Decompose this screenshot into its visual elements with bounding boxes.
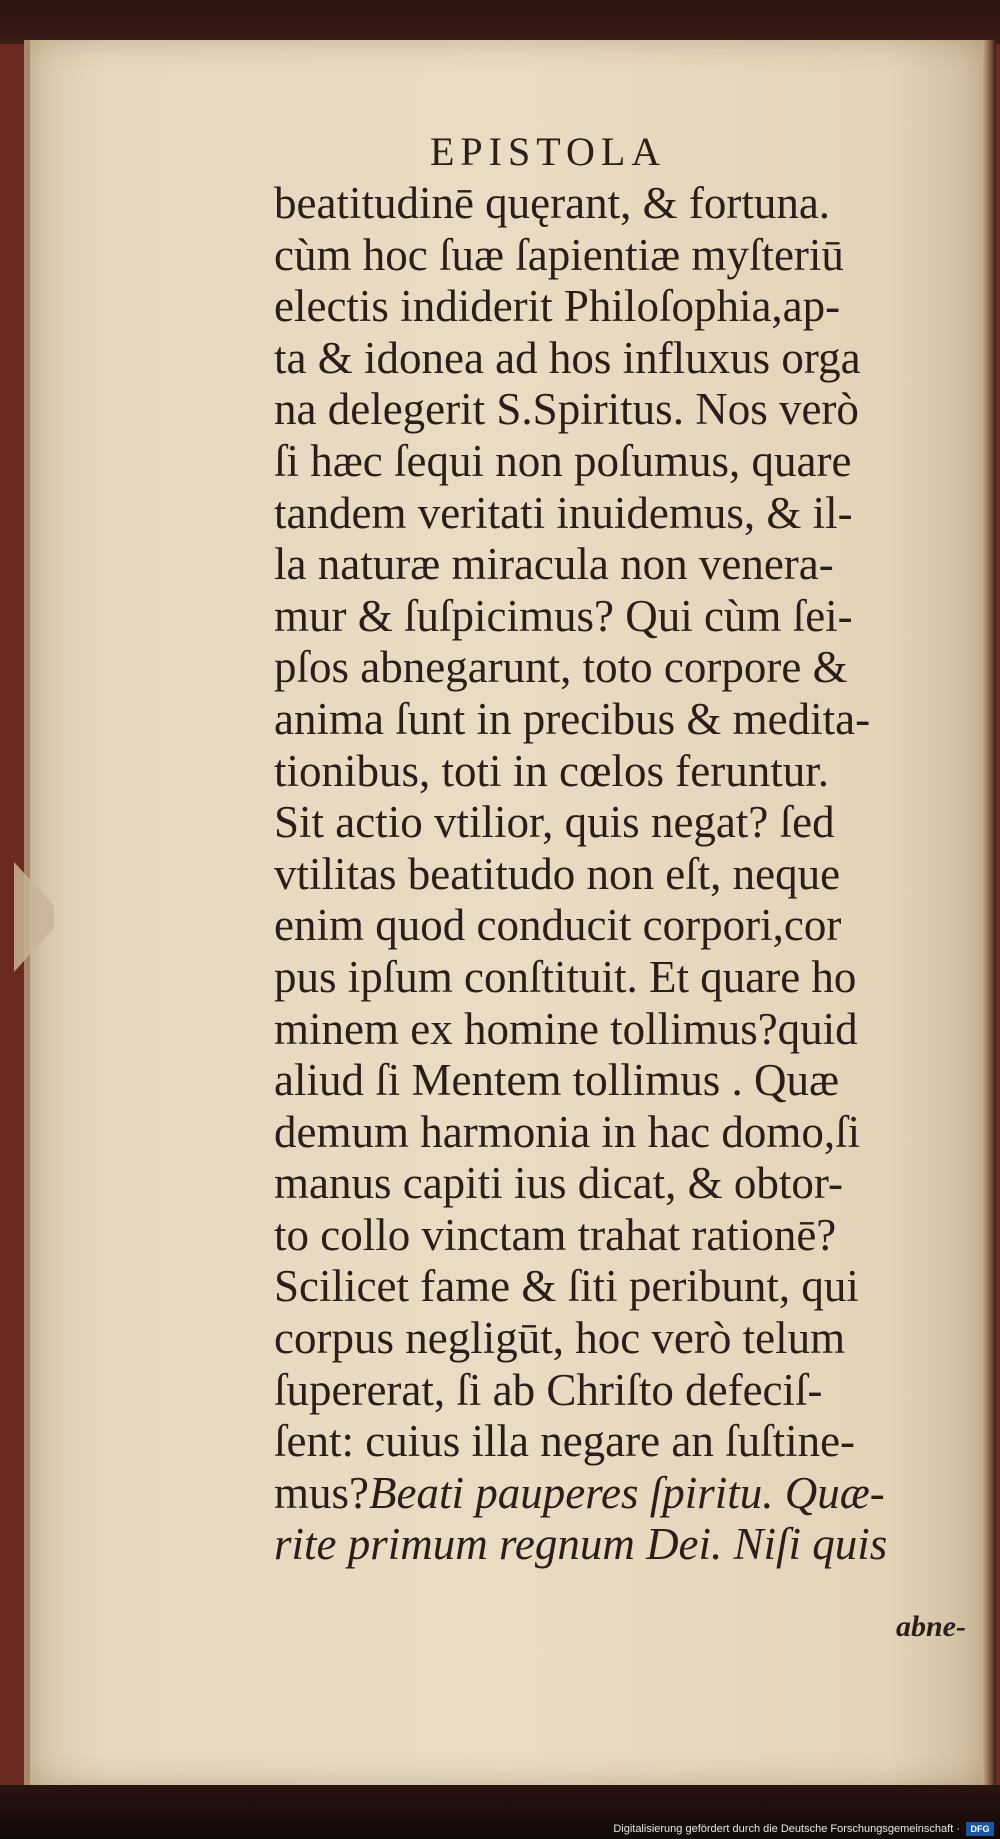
text-line: cùm hoc ſuæ ſapientiæ myſteriū	[274, 229, 844, 280]
text-line: enim quod conducit corpori,cor	[274, 900, 842, 951]
text-line: manus capiti ius dicat, & obtor-	[274, 1158, 843, 1209]
text-line: tandem veritati inuidemus, & il-	[274, 487, 853, 538]
text-line: mur & ſuſpicimus? Qui cùm ſei-	[274, 590, 853, 641]
text-line: beatitudinē quęrant, & fortuna.	[274, 178, 831, 228]
text-line: Scilicet fame & ſiti peribunt, qui	[274, 1261, 859, 1312]
text-line-mixed	[274, 1468, 954, 1520]
text-line: vtilitas beatitudo non eſt, neque	[274, 848, 841, 899]
body-text	[274, 178, 954, 1571]
text-line: Sit actio vtilior, quis negat? ſed	[274, 797, 835, 848]
text-line: corpus negligūt, hoc verò telum	[274, 1313, 846, 1364]
text-line: ta & idonea ad hos influxus orga	[274, 332, 861, 383]
text-line: pſos abnegarunt, toto corpore &	[274, 642, 848, 693]
bottom-scan-border	[0, 1785, 1000, 1839]
text-line: ſi hæc ſequi non poſumus, quare	[274, 435, 852, 486]
top-scan-border	[0, 0, 1000, 44]
text-line: pus ipſum conſtituit. Et quare ho	[274, 951, 857, 1002]
italic-quotation: rite primum regnum Dei. Niſi quis	[274, 1519, 888, 1570]
text-line: anima ſunt in precibus & medita-	[274, 693, 871, 744]
text-line: na delegerit S.Spiritus. Nos verò	[274, 384, 859, 435]
text-line: demum harmonia in hac domo,ſi	[274, 1106, 861, 1157]
text-fragment: mus?	[274, 1467, 369, 1518]
text-line: ſent: cuius illa negare an ſuſtine-	[274, 1416, 856, 1467]
text-line: electis indiderit Philoſophia,ap-	[274, 281, 841, 332]
text-line: ſupererat, ſi ab Chriſto defeciſ-	[274, 1364, 823, 1415]
dfg-logo: DFG	[966, 1822, 994, 1836]
italic-quotation: Beati pauperes ſpiritu. Quæ-	[369, 1467, 885, 1518]
text-line: to collo vinctam trahat rationē?	[274, 1209, 837, 1260]
running-header: EPISTOLA	[430, 129, 667, 174]
text-line: minem ex homine tollimus?quid	[274, 1003, 858, 1054]
text-line: aliud ſi Mentem tollimus . Quæ	[274, 1055, 839, 1106]
text-line: la naturæ miracula non venera-	[274, 539, 834, 590]
page-edge	[982, 40, 996, 1785]
catchword: abne-	[896, 1610, 966, 1643]
text-line: tionibus, toti in cœlos feruntur.	[274, 745, 829, 796]
digitization-credit: Digitalisierung gefördert durch die Deutsche Forschungsgemeinschaft ·	[613, 1823, 960, 1835]
